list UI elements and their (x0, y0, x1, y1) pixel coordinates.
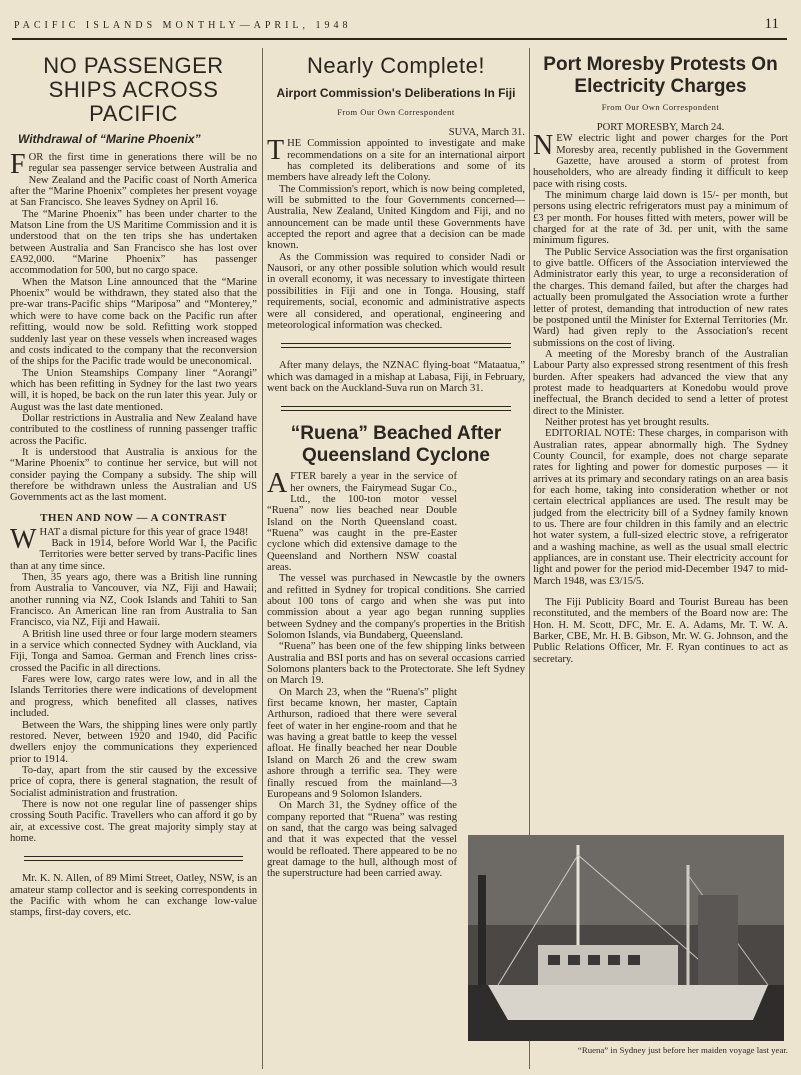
paragraph: The Fiji Publicity Board and Tourist Bureau has been reconstituted, and the members of the Board now are: The Hon. H. M. Scott, DFC, Mr. E. A. Adams, Mr. T. W. A. Barker, CBE, Mr. H. B. Gibson, Mr. W. G. Johnson, and the Public Relations Officer, Mr. F. Ryan continues to act as secretary. (533, 597, 788, 665)
paragraph: To-day, apart from the stir caused by the excessive price of copra, there is general stagnation, the result of Socialist administration and frustration. (10, 764, 257, 799)
paragraph: After many delays, the NZNAC flying-boat “Mataatua,” which was damaged in a mishap at Labasa, Fiji, in February, went back on the Auckland-Suva run on March 31. (267, 360, 525, 394)
paragraph: THE Commission appointed to investigate and make recommendations on a site for an international airport has completed its deliberations and some of its members have already left the Colony. (267, 135, 525, 184)
paragraph: There is now not one regular line of passenger ships crossing South Pacific. Travellers who can afford it go by air, at excessive cost. The great majority simply stay at home. (10, 798, 257, 844)
headline: Nearly Complete! (307, 53, 485, 78)
paragraph: It is understood that Australia is anxious for the “Marine Phoenix” to continue her service, but will not consider paying the Company a subsidy. The ship will therefore be withdrawn unless the Australian and US Governments act as the last moment. (10, 446, 257, 504)
ship-photo-illustration (468, 835, 784, 1041)
section-divider (281, 406, 511, 411)
paragraph: As the Commission was required to consider Nadi or Nausori, or any other possible solution which would result in overall economy, it was necessary to investigate thirteen possibilities in Fiji and one in Tonga. Housing, staff requirements, social, economic and administrative aspects were all considered, and operational, engineering and meteorological information was checked. (267, 251, 525, 331)
running-title: PACIFIC ISLANDS MONTHLY—APRIL, 1948 (14, 20, 352, 31)
drop-cap: N (533, 130, 554, 162)
paragraph: The Public Service Association was the first organisation to give battle. Officers of the Association interviewed the Administrator early this year, to urge a reconsideration of the charges. This demand failed, but after the charges had actually been promulgated the Association wrote a further letter of protest, demanding that introduction of new rates be postponed until the Minister for External Territories (Mr. Ward) had given reply to the Association's recent submissions on the cost of living. (533, 246, 788, 349)
paragraph: The Commission's report, which is now being completed, will be submitted to the four Governments concerned—Australia, New Zealand, United Kingdom and Fiji, and no announcement can be made until these Governments have accepted the report and agree that a decision can be made known. (267, 183, 525, 252)
paragraph: WHAT a dismal picture for this year of grace 1948! (10, 523, 249, 555)
drop-cap: A (267, 468, 288, 500)
drop-cap: T (267, 135, 285, 167)
ruena-photo-block (464, 835, 788, 1070)
paragraph: “Ruena” has been one of the few shipping links between Australia and BSI ports and has on several occasions carried Solomons planters back to the Protectorate. She left Sydney on March 19. (267, 641, 525, 687)
photo-caption: “Ruena” in Sydney just before her maiden voyage last year. (577, 1045, 788, 1055)
paragraph: The “Marine Phoenix” has been under charter to the Matson Line from the US Maritime Commission and it is understood that on the ten trips she has undertaken between Australia and San Francisco she has lost over £A92,000. “Marine Phoenix” has passenger accommodation for 500, but no cargo space. (10, 208, 257, 277)
page-number: 11 (764, 16, 779, 32)
section-subhead: THEN AND NOW — A CONTRAST (40, 511, 227, 524)
paragraph: The vessel was purchased in Newcastle by the owners and refitted in Sydney for tropical conditions. She carried about 100 tons of cargo and when she was put into commission about a year ago began running supplies between Sydney and the company's properties in the British Solomon Islands, via Bundaberg, Queensland. (267, 573, 525, 642)
subheadline: Withdrawal of “Marine Phoenix” (18, 132, 201, 146)
paragraph: Between the Wars, the shipping lines were only partly restored. Never, between 1920 and 1940, did Pacific dwellers enjoy the communications they experienced prior to 1914. (10, 719, 257, 765)
headline: “Ruena” Beached After Queensland Cyclone (290, 423, 502, 467)
paragraph: The minimum charge laid down is 15/- per month, but persons using electric refrigerators must pay a minimum of £3 per month. For houses fitted with meters, power will be charged for at the rate of 3d. per unit, with the same minimum figures. (533, 190, 788, 247)
ship-photo (468, 835, 784, 1041)
dateline: PORT MORESBY, March 24. (596, 122, 725, 133)
dateline: SUVA, March 31. (448, 127, 525, 138)
paragraph: A British line used three or four large modern steamers in a service which connected Sydney with Auckland, via Fiji, Tonga and Samoa. German and French lines criss-crossed the Pacific in all directions. (10, 628, 257, 674)
paragraph: Mr. K. N. Allen, of 89 Mimi Street, Oatley, NSW, is an amateur stamp collector and is seeking correspondents in the Pacific with whom he can exchange low-value stamps, first-day covers, etc. (10, 873, 257, 919)
paragraph: A meeting of the Moresby branch of the Australian Labour Party also expressed strong resentment of this fresh burden. After speakers had advanced the view that any protest made to headquarters at Konedobu would prove ineffectual, the Branch decided to send a letter of protest direct to the Minister. (533, 348, 788, 417)
paragraph: NEW electric light and power charges for the Port Moresby area, recently published in the Government Gazette, have aroused a storm of protest from householders, who are already finding it difficult to keep pace with rising costs. (533, 130, 788, 190)
headline: Port Moresby Protests On Electricity Charges (543, 54, 778, 97)
paragraph: Dollar restrictions in Australia and New Zealand have contributed to the costliness of running passenger traffic across the Pacific. (10, 412, 257, 447)
paragraph: When the Matson Line announced that the “Marine Phoenix” would be withdrawn, they stated also that the pre-war trans-Pacific ships “Mariposa” and “Monterey,” which were to have come back on the Pacific run after refitting, would now be sold. Refitting work stopped suddenly last year on these vessels when increased wages and costs indicated to the company that the reconversion of the ships for the Pacific trade would be uneconomical. (10, 276, 257, 368)
column-divider (262, 48, 263, 1069)
running-header (0, 0, 801, 46)
ruena-article-body (267, 468, 457, 573)
drop-cap: F (10, 149, 26, 180)
section-divider (281, 343, 511, 348)
paragraph: Back in 1914, before World War I, the Pacific Territories were better served by trans-Pacific lines than at any time since. (10, 538, 257, 572)
paragraph: On March 31, the Sydney office of the company reported that “Ruena” was resting on sand, that the cargo was being salvaged and that it was expected that the vessel would be refloated. There appeared to be no great damage to the hull, although most of the superstructure had been carried away. (267, 800, 457, 880)
article-no-passenger-ships (10, 48, 257, 1075)
ruena-article-body-narrow (267, 687, 457, 880)
correspondent-credit: From Our Own Correspondent (337, 107, 455, 117)
header-rule (12, 38, 787, 40)
paragraph: EDITORIAL NOTE: These charges, in comparison with Australian rates, appear abnormally high. The Sydney County Council, for example, does not charge separate rates for lighting and power for domestic purposes — it arrives at its primary and secondary ratings on an area basis for each home, taking into consideration whether or not certain electrical appliances are used. The result may be judged from the electricity bill of a Sydney family known to us. There are four children in this family and an electric hot water system, a full-sized electric stove, a refrigerator and a washing machine, as well as the usual small electric appliances, are in constant use. Their electricity account for light and power for the period mid-December 1947 to mid-March 1948, was £3/15/5. (533, 428, 788, 587)
paragraph: On March 23, when the “Ruena's” plight first became known, her master, Captain Arthurson, radioed that there were several feet of water in her engine-room and that he was having a great battle to keep the vessel afloat. He finally beached her near Double Island on March 26 and the crew swam ashore through a terrific sea. They were finally rescued from the mainland—3 Europeans and 9 Solomon Islanders. (267, 686, 457, 800)
paragraph: FOR the first time in generations there will be no regular sea passenger service between Australia and New Zealand and the Pacific coast of North America after the “Marine Phoenix” completes her present voyage at San Francisco. She leaves Sydney on April 16. (10, 149, 257, 209)
paragraph: Fares were low, cargo rates were low, and in all the Islands Territories there were indications of development and progress, which benefited all classes, natives included. (10, 674, 257, 720)
headline: NO PASSENGER SHIPS ACROSS PACIFIC (43, 53, 224, 126)
paragraph: Neither protest has yet brought results. (545, 416, 710, 428)
paragraph: AFTER barely a year in the service of her owners, the Fairymead Sugar Co., Ltd., the 100-ton motor vessel “Ruena” now lies beached near Double Island on the North Queensland coast. “Ruena” was caught in the pre-Easter cyclone which did extensive damage to the Queensland and Northern NSW coastal areas. (267, 468, 457, 573)
paragraph: The Union Steamships Company liner “Aorangi” which has been refitting in Sydney for the last two years will, it is hoped, be back on the run later this year. July or August was the last date mentioned. (10, 367, 257, 413)
drop-cap: W (10, 523, 37, 555)
paragraph: Then, 35 years ago, there was a British line running from Australia to Vancouver, via NZ, Fiji and Hawaii; another running via NZ, Cook Islands and Tahiti to San Francisco. An American line ran from Australia to San Francisco, via NZ, Fiji and Hawaii. (10, 572, 257, 629)
section-divider (24, 856, 243, 861)
correspondent-credit: From Our Own Correspondent (601, 102, 720, 112)
subheadline: Airport Commission's Deliberations In Fiji (276, 86, 516, 100)
